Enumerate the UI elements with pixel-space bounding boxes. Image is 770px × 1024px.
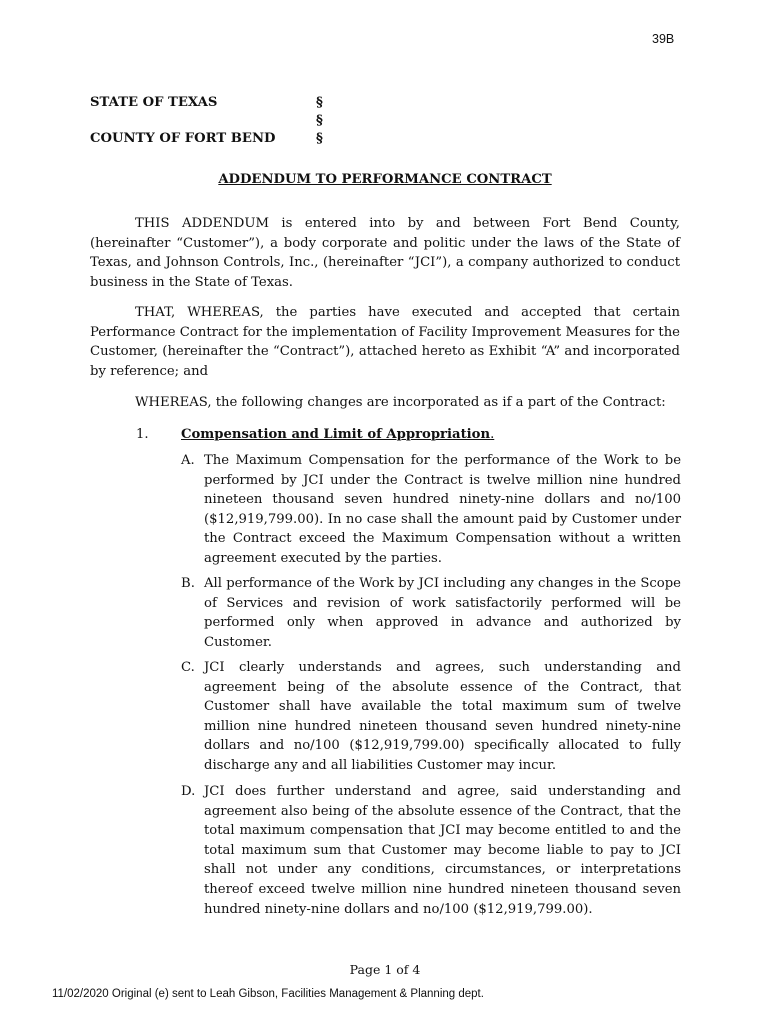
subitem-text: JCI does further understand and agree, said understanding and agreement also being of the absolute essence of the Contract, that the total maximum compensation that JCI may become entitled to and the total maximum sum that Customer may become liable to pay to JCI shall not under any conditions, circumstances, or interpretations thereof exceed twelve million nine hundred nineteen thousand seven hundred ninety-nine dollars and no/100 ($12,919,799.00). [204, 784, 681, 917]
subitem-letter: B. [181, 576, 195, 591]
section-heading [181, 425, 494, 444]
subitem-text: All performance of the Work by JCI including any changes in the Scope of Services and revision of work satisfactorily performed will be performed only when approved in advance and authorized by Customer. [204, 576, 681, 650]
document-title: ADDENDUM TO PERFORMANCE CONTRACT [218, 172, 552, 187]
section-symbol: § [316, 131, 323, 146]
page-number-top: 39B [652, 32, 675, 46]
subitem-text: The Maximum Compensation for the performance of the Work to be performed by JCI under the Contract is twelve million nine hundred nineteen thousand seven hundred ninety-nine dollars and no/100 ($12,919,799.00). In no case shall the amount paid by Customer under the Contract exceed the Maximum Compensation without a written agreement executed by the parties. [204, 453, 681, 566]
page-footer-label: Page 1 of 4 [349, 962, 421, 977]
section-heading-text: Compensation and Limit of Appropriation [181, 427, 491, 442]
subitem-letter: D. [181, 784, 196, 799]
subitem-b [181, 574, 681, 652]
caption-state-row [90, 94, 350, 112]
subitem-text: JCI clearly understands and agrees, such understanding and agreement being of the absolute essence of the Contract, that Customer shall have available the total maximum sum of twelve million nine hundred nineteen thousand seven hundred ninety-nine dollars and no/100 ($12,919,799.00) specifically allocated to fully discharge any and all liabilities Customer may incur. [204, 660, 681, 773]
caption-middle-row [90, 112, 350, 130]
subitem-letter: A. [181, 453, 195, 468]
subitem-d [181, 782, 681, 919]
distribution-note: 11/02/2020 Original (e) sent to Leah Gibson, Facilities Management & Planning dept. [52, 988, 484, 1000]
county-label: COUNTY OF FORT BEND [90, 131, 276, 146]
changes-paragraph: WHEREAS, the following changes are incorporated as if a part of the Contract: [135, 395, 666, 410]
subitem-letter: C. [181, 660, 195, 675]
intro-paragraph: THIS ADDENDUM is entered into by and between Fort Bend County, (hereinafter “Customer”), a body corporate and politic under the laws of the State of Texas, and Johnson Controls, Inc., (hereinafter “JCI”), a company authorized to conduct business in the State of Texas. [90, 216, 680, 290]
section-symbol: § [316, 113, 323, 128]
section-heading-suffix: . [490, 427, 495, 442]
whereas-paragraph: THAT, WHEREAS, the parties have executed and accepted that certain Performance Contract for the implementation of Facility Improvement Measures for the Customer, (hereinafter the “Contract”), attached hereto as Exhibit “A” and incorporated by reference; and [90, 305, 680, 379]
caption-block [90, 94, 350, 148]
section-number: 1. [136, 427, 149, 442]
subitem-a [181, 451, 681, 569]
state-label: STATE OF TEXAS [90, 95, 218, 110]
caption-county-row [90, 130, 350, 148]
subitem-c [181, 658, 681, 776]
section-symbol: § [316, 95, 323, 110]
